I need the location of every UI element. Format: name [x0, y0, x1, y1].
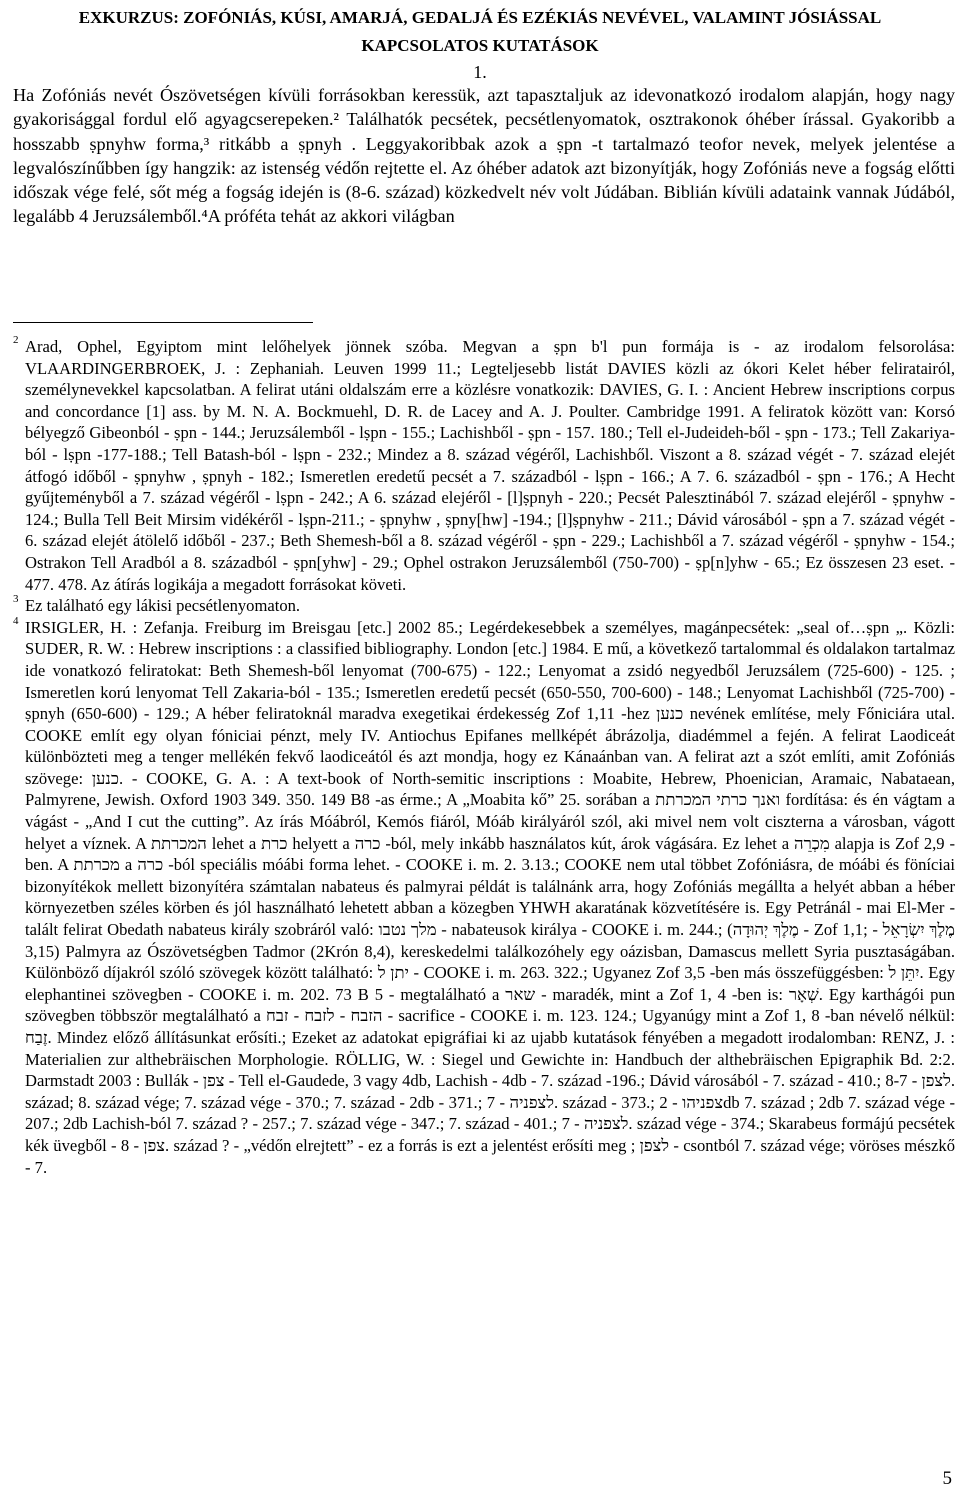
- page-number: 5: [942, 1468, 952, 1489]
- footnote-number: 2: [13, 334, 19, 346]
- section-number: 1.: [473, 62, 487, 82]
- footnote-text: Ez található egy lákisi pecsétlenyomaton.: [25, 596, 301, 616]
- footnote-number: 3: [13, 593, 19, 606]
- footnote-text: Arad, Ophel, Egyiptom mint lelőhelyek jönnek szóba. Megvan a ṣpn b'l pun formája is - az irodalom felsorolása: VLAARDINGERBROEK, J. : Zephaniah. Leuven 1999 11.; Legteljesebb listát DAVIES közli az ókori Kelet héber feliratairól, személynevekkel kapcsolatban. A felirat utáni oldalszám erre a közlésre vonatkozik: DAVIES, G. I. : Ancient Hebrew inscriptions corpus and concordance [1] ass. by M. N. A. Bockmuehl, D. R. de Lacey and A. J. Poulter. Cambridge 1991. A feliratok között van: Korsó bélyegző Gibeonból - ṣpn - 144.; Jeruzsálemből - lṣpn - 155.; Lachishből - ṣpn - 157. 180.; Tell el-Judeideh-ből - ṣpn - 173.; Tell Zakariya-ból - lṣpn -177-188.; Tell Batash-ból - lṣpn - 232.; Mindez a 8. század végéről, Lachishből. Viszont a 8. század végét - 7. század elejét átfogó időből - ṣpnyhw , ṣpnyh - 182.; Ismeretlen eredetű pecsét a 7. századból - lṣpn - 166.; A 7. 6. századból - ṣpn - 176.; A Hecht gyűjteményből a 7. század végéről - lṣpn - 242.; A 6. század elejéről - [l]ṣpnyh - 220.; Pecsét Palesztinából 7. század elejéről - ṣpnyhw - 124.; Bulla Tell Beit Mirsim vidékéről - lṣpn-211.; - ṣpnyhw , ṣpny[hw] -194.; [l]ṣpnyhw - 211.; Dávid városából - ṣpn a 7. század végét - 6. század elejét átölelő időből - 237.; Beth Shemesh-ből a 8. század végéről - ṣpn - 229.; Lachishből a 7. század végéről - ṣpnyhw - 154.; Ostrakon Tell Aradból a 8. századból - ṣpn[yhw] - 29.; Ophel ostrakon Jeruzsálemből (750-700) - ṣp[n]yhw - 65.; Ez összesen 23 eset. - 477. 478. Az átírás logikája a megadott forrásokat követi.: [25, 337, 955, 594]
- footnote-4: [13, 614, 956, 1178]
- footnotes: [13, 336, 955, 1178]
- footnote-2: [13, 336, 955, 595]
- page-title: EXKURZUS: ZOFÓNIÁS, KÚSI, AMARJÁ, GEDALJÁ ÉS EZÉKIÁS NEVÉVEL, VALAMINT JÓSIÁSSAL KAPCSOLATOS KUTATÁSOK: [78, 8, 882, 55]
- main-paragraph: Ha Zofóniás nevét Ószövetségen kívüli forrásokban keressük, azt tapasztaljuk az idevonatkozó irodalom alapján, hogy nagy gyakorisággal fordul elő agyagcserepeken.² Találhatók pecsétek, pecsétlenyomatok, osztrakonok óhéber írással. Gyakoribb a hosszabb ṣpnyhw forma,³ ritkább a ṣpnyh . Leggyakoribbak azok a ṣpn -t tartalmazó teofor nevek, melyek jelentése a legvalószínűbben így hangzik: az istenség védőn rejtette el. Az óhéber adatok azt bizonyítják, hogy Zofóniás neve a fogság előtti időszak vége felé, sőt még a fogság idején is (8-6. század) közkedvelt név volt Júdában. Biblián kívüli adataink vannak Júdából, legalább 4 Jeruzsálemből.⁴A próféta tehát az akkori világban: [13, 85, 955, 227]
- footnote-number: 4: [13, 614, 19, 627]
- footnote-text: IRSIGLER, H. : Zefanja. Freiburg im Breisgau [etc.] 2002 85.; Legérdekesebbek a személyes, magánpecsétek: „seal of…ṣpn „. Közli: SUDER, R. W. : Hebrew inscriptions : a classified bibliography. London [etc.] 1984. E mű, a következő tartalommal és oldalakon tartalmaz ide vonatkozó feliratokat: Beth Shemesh-ből lenyomat (700-675) - 122.; Lenyomat a zsidó negyedből Jeruzsálem (725-600) - 125. ; Ismeretlen korú lenyomat Tell Zakaria-ból - 135.; Ismeretlen eredetű pecsét (650-550, 700-600) - 148.; Lenyomat Lachishből (725-700) - ṣpnyh (650-600) - 129.; A héber feliratoknál maradva exegetikai érdekesség Zof 1,11 -hez כנען nevének említése, mely Főniciára utal. COOKE említ egy olyan fóniciai pénzt, mely IV. Antiochus Epifanes mellképét ábrázolja, diadémmel a fején. A felirat Laodiceát különbözteti meg a tenger mellékén fekvő laodiceától és azt mondja, hogy ez Kánaánban van. A felirat azt a szót említi, amit Zofóniás szövege: כנען. - COOKE, G. A. : A text-book of North-semitic inscriptions : Moabite, Hebrew, Phoenician, Aramaic, Nabataean, Palmyrene, Jewish. Oxford 1903 349. 350. 149 B8 -as érme.; A „Moabita kő” 25. sorában a ואנך כרתי המכרתת fordítása: és én vágtam a vágást - „And I cut the cutting”. Az írás Móábról, Kemós fiáról, Móáb királyáról szól, aki mivel nem volt ciszterna a városban, vágott helyet a víznek. A המכרתת lehet a כרת helyett a כרה -ból, mely inkább használatos kút, árok vágására. Ez lehet a מִכְרֵה alapja is Zof 2,9 -ben. A מכרתת a כרה -ból speciális móábi forma lehet. - COOKE i. m. 2. 3.13.; COOKE nem utal többet Zofóniásra, de móábi és föníciai bizonyítékok mellett bizonyítéra számtalan nabateus és palmyrai példát is találnánk arra, hogy Zofóniás megállta a helyét abban a héber környezetben széles körben és jól használható lehetett abban a közegben YHWH akaratának közvetítésére is. Egy Petránál - mai El-Mer - talált felirat Obedath nabateus király szobráról való: מלך נטבו - nabateusok királya - COOKE i. m. 244.; (מֶלֶךְ יְהוּדָה - Zof 1,1; מֶלֶךְ יִשְׂרָאֵל - 3,15) Palmyra az Ószövetségben Tadmor (2Krón 8,4), kereskedelmi találkozóhely egy oázisban, Damascus mellett Syria pusztaságában. Különböző díjakról szóló szövegek között található: יתן ל - COOKE i. m. 263. 322.; Ugyanez Zof 3,5 -ben más összefüggésben: יִתֵּן ל. Egy elephantinei szövegben - COOKE i. m. 202. 73 B 5 - megtalálható a שאר - maradék, mint a Zof 1, 4 -ben is: שְׁאָר. Egy karthágói pun szövegben többször megtalálható a הזבח - לזבח - זבח - sacrifice - COOKE i. m. 123. 124.; Ugyanúgy mint a Zof 1, 8 -ban névelő nélkül: זֶבַח. Mindez előző állításunkat erősíti.; Ezeket az adatokat epigráfiai ki az ujabb kutatások fényében a megadott irodalomban: RENZ, J. : Materialien zur althebräischen Morphologie. RÖLLIG, W. : Siegel und Gewichte in: Handbuch der althebräischen Epigraphik Bd. 2:2. Darmstadt 2003 : Bullák - צפן - Tell el-Gaudede, 3 vagy 4db, Lachish - 4db - 7. század -196.; Dávid városából - 7. század - 410.; לצפן - 8-7. század; 8. század vége; 7. század vége - 370.; 7. század - 2db - 371.; לצפניה - 7. század - 373.; צפניהו - 2db 7. század ; 2db 7. század vége - 207.; 2db Lachish-ból 7. század ? - 257.; 7. század vége - 347.; 7. század - 401.; לצפניה - 7. század vége - 374.; Skarabeus formájú pecsétek kék üvegből - צפן - 8. század ? - „védőn elrejtett” - ez a forrás is ezt a jelentést erősíti meg ; לצפן - csontból 7. század vége; vöröses mészkő - 7.: [25, 617, 956, 1177]
- footnote-separator: [13, 322, 313, 323]
- footnote-3: [13, 595, 955, 617]
